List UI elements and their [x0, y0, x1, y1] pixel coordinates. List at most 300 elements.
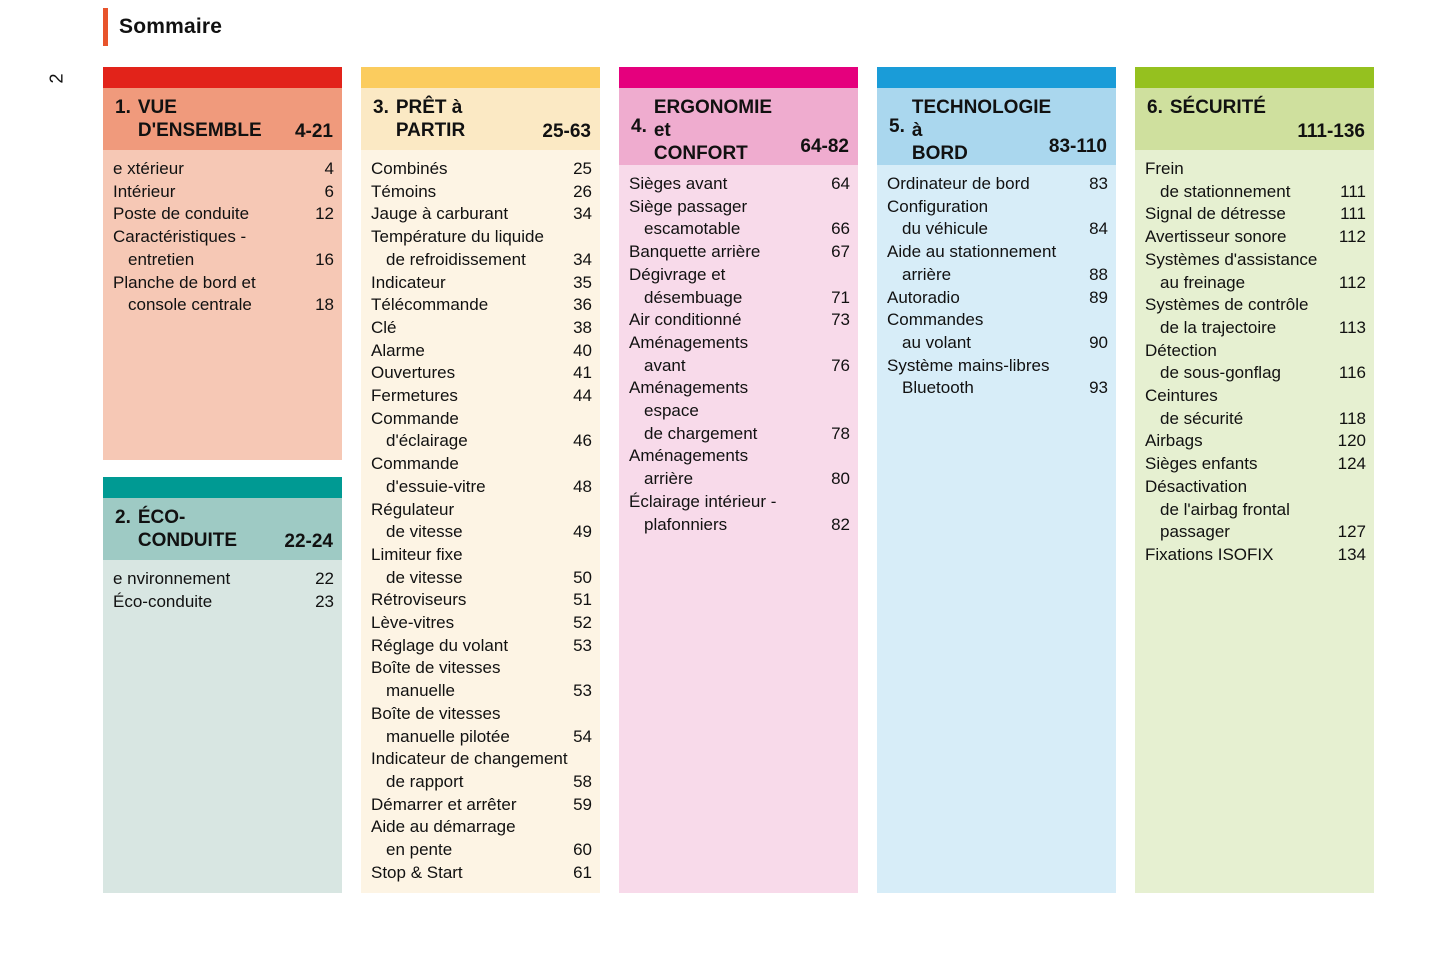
toc-section-3 — [361, 67, 600, 893]
entry-label-line: Poste de conduite — [113, 204, 250, 224]
entry-label — [1145, 430, 1334, 453]
section-number: 1. — [115, 97, 131, 118]
entry-label-line: Jauge à carburant — [371, 204, 509, 224]
toc-entry[interactable] — [371, 748, 592, 793]
entry-label — [1145, 203, 1336, 226]
toc-entry[interactable] — [629, 264, 850, 309]
entry-label-line: d'essuie-vitre — [386, 476, 486, 496]
toc-entry[interactable] — [887, 173, 1108, 196]
entry-label — [371, 862, 569, 885]
toc-entry[interactable] — [371, 657, 592, 702]
toc-entry[interactable] — [371, 453, 592, 498]
toc-entry[interactable] — [371, 340, 592, 363]
section-number: 2. — [115, 507, 131, 528]
entry-label-line: Température du liquide — [371, 227, 544, 247]
entry-label-line: Air conditionné — [629, 310, 742, 330]
entry-label-line: Réglage du volant — [371, 635, 509, 655]
entry-label-line: Aide au stationnement — [887, 242, 1057, 262]
toc-entry[interactable] — [629, 196, 850, 241]
page-title: Sommaire — [119, 15, 223, 38]
entry-page-number: 58 — [573, 771, 592, 791]
entry-label — [371, 340, 569, 363]
toc-section-1 — [103, 67, 342, 460]
section-header — [619, 88, 858, 165]
section-title-line: VUE D'ENSEMBLE — [137, 97, 262, 141]
entry-label-line: arrière — [644, 469, 694, 489]
entry-label-line: désembuage — [644, 287, 743, 307]
toc-column-3 — [619, 67, 858, 893]
section-color-strip — [103, 67, 342, 88]
toc-entry[interactable] — [629, 241, 850, 264]
entry-page-number: 49 — [573, 522, 592, 542]
entry-label-line: Planche de bord et — [113, 272, 256, 292]
toc-entry[interactable] — [371, 703, 592, 748]
toc-entry[interactable] — [371, 226, 592, 271]
entry-label-line: Siège passager — [629, 196, 748, 216]
entry-label — [1145, 453, 1334, 476]
entry-label-line: e xtérieur — [113, 159, 184, 178]
entry-label — [887, 173, 1085, 196]
entry-label-line: Commande — [371, 454, 459, 474]
entry-label-line: Ceintures — [1145, 386, 1218, 406]
entry-label — [371, 816, 569, 861]
entry-page-number: 61 — [573, 862, 592, 882]
toc-entry[interactable] — [629, 491, 850, 536]
toc-entry[interactable] — [371, 294, 592, 317]
toc-entry[interactable] — [629, 173, 850, 196]
entry-label-line: de la trajectoire — [1160, 317, 1277, 337]
entry-label-line: Limiteur fixe — [371, 544, 463, 564]
entry-page-number: 52 — [573, 613, 592, 633]
toc-entry[interactable] — [1145, 294, 1366, 339]
page-header — [103, 7, 222, 47]
entry-page-number: 93 — [1089, 378, 1108, 398]
entry-page-number: 12 — [315, 204, 334, 224]
entry-label — [1145, 544, 1334, 567]
entry-page-number: 134 — [1337, 544, 1366, 564]
entry-label-line: escamotable — [644, 219, 741, 239]
entry-page-number: 53 — [573, 635, 592, 655]
entry-page-number: 22 — [315, 569, 334, 588]
entry-page-number: 73 — [831, 310, 850, 330]
toc-entry[interactable] — [887, 309, 1108, 354]
section-title — [1170, 96, 1326, 119]
entry-label-line: Avertisseur sonore — [1145, 227, 1287, 247]
entry-label-line: Détection — [1145, 340, 1217, 360]
entry-label-line: Fixations ISOFIX — [1145, 544, 1274, 564]
entry-page-number: 88 — [1089, 264, 1108, 284]
entry-label — [1145, 294, 1335, 339]
toc-entry[interactable] — [1145, 340, 1366, 385]
entry-label — [113, 568, 311, 591]
toc-entry[interactable] — [1145, 158, 1366, 203]
entry-page-number: 67 — [831, 242, 850, 262]
entry-label-line: avant — [644, 355, 686, 375]
section-page-range: 83-110 — [1048, 136, 1107, 157]
entry-label-line: Éco-conduite — [113, 591, 213, 611]
section-color-strip — [1135, 67, 1374, 88]
section-title-line: BORD — [911, 143, 968, 164]
entry-page-number: 66 — [831, 219, 850, 239]
entry-label-line: Télécommande — [371, 295, 489, 315]
entry-label-line: de vitesse — [386, 522, 463, 542]
section-number: 3. — [373, 97, 389, 118]
entry-label-line: Démarrer et arrêter — [371, 794, 517, 814]
entry-label — [371, 657, 569, 702]
entry-label — [629, 445, 827, 490]
entry-label-line: Combinés — [371, 159, 448, 178]
toc-entry[interactable] — [371, 203, 592, 226]
entry-page-number: 40 — [573, 340, 592, 360]
entry-label-line: Intérieur — [113, 181, 176, 201]
toc-section-6 — [1135, 67, 1374, 893]
entry-label — [1145, 226, 1335, 249]
entry-label-line: au freinage — [1160, 272, 1246, 292]
entry-label-line: Indicateur — [371, 272, 446, 292]
entry-label — [629, 332, 827, 377]
section-page-range: 22-24 — [284, 531, 333, 552]
toc-entry[interactable] — [1145, 544, 1366, 567]
entry-label-line: e nvironnement — [113, 569, 231, 588]
entry-page-number: 34 — [573, 249, 592, 269]
entry-label-line: Banquette arrière — [629, 242, 761, 262]
entry-label — [629, 377, 827, 445]
entry-page-number: 25 — [573, 159, 592, 178]
entry-page-number: 111 — [1340, 204, 1366, 224]
entry-label-line: Ordinateur de bord — [887, 174, 1030, 193]
entry-label-line: arrière — [902, 264, 952, 284]
entry-label-line: manuelle pilotée — [386, 726, 510, 746]
entry-label — [371, 203, 569, 226]
section-title-line: ERGONOMIE et — [653, 97, 773, 141]
toc-entry[interactable] — [1145, 476, 1366, 544]
entry-label — [371, 385, 569, 408]
section-number: 5. — [889, 116, 905, 137]
toc-entry[interactable] — [113, 272, 334, 317]
entry-page-number: 64 — [831, 174, 850, 193]
section-page-range: 111-136 — [1297, 121, 1365, 142]
entry-label — [113, 272, 311, 317]
entry-label-line: en pente — [386, 840, 453, 860]
entry-page-number: 127 — [1337, 522, 1366, 542]
entry-label-line: Aménagements — [629, 332, 749, 352]
entry-page-number: 51 — [573, 590, 592, 610]
entry-label — [371, 612, 569, 635]
section-body — [103, 150, 342, 460]
entry-label-line: Témoins — [371, 181, 437, 201]
section-color-strip — [619, 67, 858, 88]
toc-entry[interactable] — [1145, 203, 1366, 226]
entry-label-line: de refroidissement — [386, 249, 526, 269]
toc-entry[interactable] — [887, 241, 1108, 286]
entry-label-line: Systèmes de contrôle — [1145, 295, 1309, 315]
entry-label — [371, 499, 569, 544]
entry-label — [887, 196, 1085, 241]
entry-label — [629, 196, 827, 241]
entry-label — [371, 794, 569, 817]
entry-label — [371, 294, 569, 317]
entry-page-number: 18 — [315, 295, 334, 315]
entry-label-line: Autoradio — [887, 287, 960, 307]
section-header — [361, 88, 600, 150]
header-accent-bar — [103, 8, 108, 46]
section-title-line: SÉCURITÉ — [1169, 97, 1266, 118]
toc-entry[interactable] — [371, 612, 592, 635]
entry-label-line: Rétroviseurs — [371, 590, 467, 610]
entry-page-number: 50 — [573, 567, 592, 587]
section-page-range: 64-82 — [800, 136, 849, 157]
entry-label-line: au volant — [902, 332, 971, 352]
entry-page-number: 84 — [1089, 219, 1108, 239]
entry-label — [371, 748, 569, 793]
toc-column-1 — [103, 67, 342, 893]
entry-page-number: 23 — [315, 591, 334, 611]
section-header — [103, 498, 342, 560]
toc-entry[interactable] — [371, 362, 592, 385]
entry-page-number: 89 — [1089, 287, 1108, 307]
toc-column-4 — [877, 67, 1116, 893]
section-header — [877, 88, 1116, 165]
entry-label-line: Ouvertures — [371, 363, 456, 383]
entry-label-line: Caractéristiques - — [113, 227, 247, 247]
entry-label-line: console centrale — [128, 295, 252, 315]
entry-page-number: 46 — [573, 431, 592, 451]
section-title-line: ÉCO-CONDUITE — [137, 507, 238, 551]
entry-label-line: Boîte de vitesses — [371, 658, 501, 678]
section-number: 4. — [631, 116, 647, 137]
entry-label-line: Boîte de vitesses — [371, 703, 501, 723]
entry-label-line: entretien — [128, 249, 195, 269]
entry-page-number: 116 — [1338, 363, 1366, 383]
entry-label-line: Désactivation — [1145, 476, 1248, 496]
toc-entry[interactable] — [371, 408, 592, 453]
toc-entry[interactable] — [1145, 226, 1366, 249]
entry-label — [113, 226, 311, 271]
toc-entry[interactable] — [887, 196, 1108, 241]
entry-label-line: Commandes — [887, 310, 984, 330]
section-body — [619, 165, 858, 893]
entry-label-line: Alarme — [371, 340, 425, 360]
entry-page-number: 124 — [1337, 454, 1366, 474]
entry-label-line: Clé — [371, 317, 397, 337]
entry-label-line: Fermetures — [371, 386, 458, 406]
entry-label-line: de stationnement — [1160, 181, 1291, 201]
entry-page-number: 112 — [1338, 272, 1366, 292]
toc-entry[interactable] — [629, 332, 850, 377]
entry-label-line: Dégivrage et — [629, 264, 726, 284]
toc-entry[interactable] — [887, 287, 1108, 310]
entry-label — [887, 287, 1085, 310]
toc-section-4 — [619, 67, 858, 893]
toc-entry[interactable] — [371, 385, 592, 408]
section-title-line: PRÊT à PARTIR — [395, 97, 466, 141]
entry-label — [887, 241, 1085, 286]
toc-entry[interactable] — [629, 377, 850, 445]
entry-label-line: Lève-vitres — [371, 613, 455, 633]
entry-label-line: Bluetooth — [902, 378, 974, 398]
entry-page-number: 59 — [573, 794, 592, 814]
entry-label-line: Stop & Start — [371, 862, 463, 882]
entry-label — [371, 181, 569, 204]
entry-label — [1145, 476, 1334, 544]
entry-page-number: 112 — [1338, 227, 1366, 247]
entry-label-line: de rapport — [386, 771, 464, 791]
entry-label — [371, 544, 569, 589]
toc-entry[interactable] — [113, 568, 334, 591]
entry-page-number: 16 — [315, 249, 334, 269]
entry-page-number: 6 — [324, 181, 334, 201]
entry-label — [887, 355, 1085, 400]
entry-page-number: 113 — [1338, 317, 1366, 337]
entry-page-number: 120 — [1337, 431, 1366, 451]
entry-label-line: plafonniers — [644, 514, 728, 534]
toc-entry[interactable] — [371, 794, 592, 817]
toc-entry[interactable] — [629, 309, 850, 332]
entry-label — [371, 408, 569, 453]
section-color-strip — [361, 67, 600, 88]
entry-label-line: de vitesse — [386, 567, 463, 587]
entry-label — [113, 591, 311, 614]
toc-entry[interactable] — [371, 544, 592, 589]
entry-label — [371, 158, 569, 181]
entry-label-line: Systèmes d'assistance — [1145, 249, 1318, 269]
toc-entry[interactable] — [371, 181, 592, 204]
entry-label — [371, 635, 569, 658]
entry-label-line: Système mains-libres — [887, 355, 1050, 375]
toc-entry[interactable] — [113, 226, 334, 271]
entry-label — [629, 309, 827, 332]
toc-entry[interactable] — [1145, 453, 1366, 476]
toc-entry[interactable] — [113, 203, 334, 226]
entry-label — [1145, 340, 1335, 385]
section-header — [1135, 88, 1374, 150]
section-title-line: CONFORT — [653, 143, 748, 164]
entry-label-line: Airbags — [1145, 431, 1203, 451]
section-body — [103, 560, 342, 893]
toc-columns — [103, 67, 1374, 893]
section-body — [361, 150, 600, 893]
entry-label-line: passager — [1160, 522, 1230, 542]
toc-entry[interactable] — [371, 158, 592, 181]
entry-page-number: 78 — [831, 423, 850, 443]
entry-page-number: 83 — [1089, 174, 1108, 193]
entry-label — [1145, 158, 1336, 203]
entry-label-line: du véhicule — [902, 219, 989, 239]
section-body — [1135, 150, 1374, 893]
entry-page-number: 4 — [324, 159, 334, 178]
entry-label-line: de chargement — [644, 423, 758, 443]
entry-page-number: 111 — [1340, 181, 1366, 201]
section-body — [877, 165, 1116, 893]
toc-entry[interactable] — [629, 445, 850, 490]
entry-page-number: 82 — [831, 514, 850, 534]
toc-entry[interactable] — [113, 181, 334, 204]
entry-label-line: Commande — [371, 408, 459, 428]
entry-label-line: Configuration — [887, 196, 989, 216]
section-color-strip — [103, 477, 342, 498]
entry-page-number: 41 — [573, 363, 592, 383]
section-title-line: TECHNOLOGIE à — [911, 97, 1052, 141]
toc-entry[interactable] — [887, 355, 1108, 400]
entry-label — [1145, 385, 1335, 430]
toc-column-2 — [361, 67, 600, 893]
entry-label — [371, 317, 569, 340]
toc-entry[interactable] — [371, 589, 592, 612]
section-color-strip — [877, 67, 1116, 88]
entry-page-number: 80 — [831, 469, 850, 489]
entry-label-line: Sièges avant — [629, 174, 728, 193]
entry-label — [629, 491, 827, 536]
entry-label — [629, 264, 827, 309]
entry-page-number: 48 — [573, 476, 592, 496]
entry-page-number: 71 — [831, 287, 850, 307]
entry-label-line: Régulateur — [371, 499, 455, 519]
entry-label — [371, 362, 569, 385]
toc-entry[interactable] — [371, 317, 592, 340]
entry-label-line: d'éclairage — [386, 431, 468, 451]
section-number: 6. — [1147, 97, 1163, 118]
toc-entry[interactable] — [371, 272, 592, 295]
entry-page-number: 36 — [573, 295, 592, 315]
entry-label — [1145, 249, 1335, 294]
entry-page-number: 34 — [573, 204, 592, 224]
toc-entry[interactable] — [371, 816, 592, 861]
toc-column-5 — [1135, 67, 1374, 893]
entry-page-number: 35 — [573, 272, 592, 292]
entry-label-line: de l'airbag frontal — [1160, 499, 1290, 519]
entry-label — [371, 272, 569, 295]
entry-label-line: Aménagements — [629, 446, 749, 466]
entry-page-number: 38 — [573, 317, 592, 337]
entry-label — [887, 309, 1085, 354]
toc-section-2 — [103, 477, 342, 893]
section-page-range: 25-63 — [542, 121, 591, 142]
entry-page-number: 54 — [573, 726, 592, 746]
entry-label — [371, 703, 569, 748]
margin-page-number: 2 — [46, 73, 67, 84]
entry-label-line: de sous-gonflag — [1160, 363, 1281, 383]
entry-label-line: Sièges enfants — [1145, 454, 1258, 474]
entry-label-line: Signal de détresse — [1145, 204, 1286, 224]
toc-entry[interactable] — [113, 591, 334, 614]
toc-entry[interactable] — [1145, 249, 1366, 294]
entry-label-line: Aide au démarrage — [371, 817, 516, 837]
entry-label — [371, 226, 569, 271]
section-page-range: 4-21 — [294, 121, 333, 142]
entry-page-number: 53 — [573, 681, 592, 701]
entry-page-number: 118 — [1338, 408, 1366, 428]
toc-entry[interactable] — [1145, 385, 1366, 430]
entry-page-number: 26 — [573, 181, 592, 201]
entry-label — [629, 241, 827, 264]
entry-label-line: manuelle — [386, 681, 455, 701]
entry-label — [113, 203, 311, 226]
toc-entry[interactable] — [371, 635, 592, 658]
section-header — [103, 88, 342, 150]
toc-entry[interactable] — [371, 499, 592, 544]
entry-label-line: de sécurité — [1160, 408, 1244, 428]
toc-entry[interactable] — [1145, 430, 1366, 453]
entry-label — [113, 158, 321, 181]
entry-label-line: Indicateur de changement — [371, 749, 568, 769]
entry-label-line: Frein — [1145, 159, 1184, 178]
toc-entry[interactable] — [371, 862, 592, 885]
entry-page-number: 44 — [573, 386, 592, 406]
toc-entry[interactable] — [113, 158, 334, 181]
entry-label-line: espace — [644, 401, 699, 421]
toc-section-5 — [877, 67, 1116, 893]
entry-page-number: 90 — [1089, 332, 1108, 352]
